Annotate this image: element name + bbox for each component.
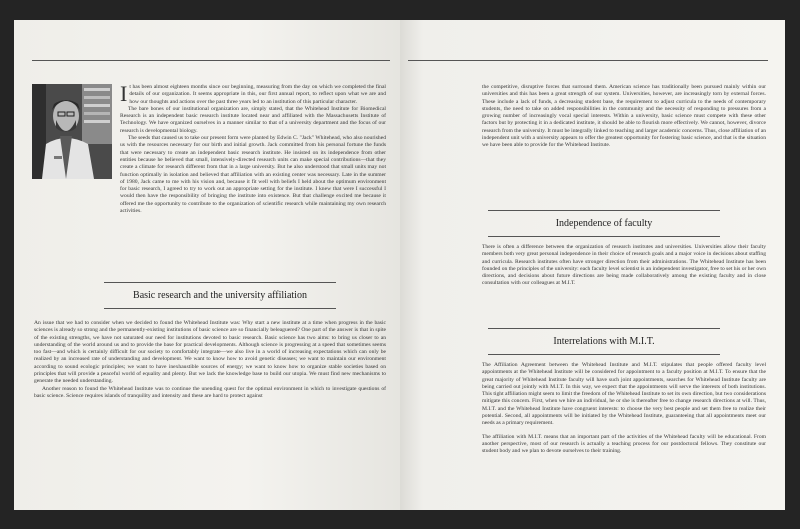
independence-rule-top (488, 210, 720, 211)
interrelations-rule-top (488, 328, 720, 329)
independence-rule-bottom (488, 236, 720, 237)
top-rule-right (408, 60, 768, 61)
photo-wrap-spacer (34, 84, 120, 216)
right-page (400, 20, 785, 510)
independence-paragraph: There is often a difference between the organization of research institutes and universities. Universities allow their faculty members both very great personal independence in their choice of research goals and a major voice in decisions about staffing and curricula. Research institutes often have stronger direction from their administrations. The Whitehead Institute has been founded on the principles of the university: each faculty level scientist is an independent investigator, free to set his or her own directions, and decisions about future directions are being made collaboratively among the existing faculty and in close consultation with our colleagues at M.I.T. (482, 244, 766, 287)
section-heading-independence: Independence of faculty (555, 218, 653, 229)
intro-paragraph-1: t has been almost eighteen months since our beginning, measuring from the day on which we completed the final details of our organization. It seems appropriate in this, our first annual report, to reflect upon what we are and how our thoughts and actions over the past three years led to an institution of this particular character. (129, 84, 386, 105)
section-rule-bottom (104, 308, 336, 309)
affiliation-agreement-paragraph: The Affiliation Agreement between the Whitehead Institute and M.I.T. stipulates that people offered faculty level appointments at the Whitehead Institute will be considered for appointment to a faculty position at M.I.T. To ensure that the great majority of Whitehead Institute faculty will have such joint appointments, searches for Whitehead Institute faculty are being carried out jointly with M.I.T. In this way, we expect that the appointments will serve the interests of both institutions. This tight affiliation might seem to limit the freedom of the Whitehead Institute to set its own direction, but two considerations mitigate this concern. First, when we hire an individual, he or she is thereafter free to change research directions at will. Thus, M.I.T. and the Whitehead Institute have congruent interests: to choose the very best people and set them free to realize their potential. Second, all appointments will be initiated by the Whitehead Institute, guaranteeing that all appointments meet our needs as a primary requirement. (482, 362, 766, 427)
intro-paragraph-3: The seeds that caused us to take our present form were planted by Edwin C. "Jack" Whitehead, who also nourished us with the resources necessary for our birth and initial growth. Jack committed from his personal fortune the funds that were necessary to create an independent basic research institute. He insisted on its independence from other entities because he believed that small, intensively-directed research units can make special contributions—that they create a climate for research different from that in a large university. But he also understood that small units may not function optimally in isolation and believed that affiliation with an existing center was necessary. Late in the summer of 1980, Jack came to me with his vision and, because it fit well with beliefs I held about the optimum environment for basic research, I agreed to try to work out an appropriate setting for the institute. I knew that were I successful I would then have the responsibility of bringing the institute into existence. But that challenge excited me because it offered me the opportunity to contribute to the organization of scientific research while maintaining my own research activities. (120, 135, 386, 215)
section-heading-basic-research: Basic research and the university affiliation (133, 290, 307, 301)
basic-research-text (34, 320, 386, 400)
left-page (14, 20, 400, 510)
basic-research-paragraph-2: Another reason to found the Whitehead Institute was to continue the unending quest for the optimal environment in which to investigate questions of basic science. Science requires islands of tranquility and intensity and these are hard to protect against (34, 385, 386, 399)
basic-research-paragraph-1: An issue that we had to consider when we decided to found the Whitehead Institute was: Why start a new institute at a time when progress in the basic sciences is already so strong and the permanently-existing institutions of basic science are so financially beleaguered? One part of the answer is that in spite of the existing strengths, we have not saturated our need for institutions devoted to basic research. Basic science has two aims: to bring us closer to an understanding of the world around us and to provide the base for practical developments. Although science is progressing at a speed that sometimes seems too fast—and which is certainly difficult for our society to comfortably integrate—we also live in a world of increasing expectations which can only be realized by an increased rate of understanding and development. We want to know how to avoid genetic diseases; we want to maintain our environment according to sound ecologic principles; we want to have inexhaustible sources of energy; we want to know how to organize stable societies based on principles that will provide a peaceful world of equality and plenty. But we lack the knowledge base to build our utopia. We must find new mechanisms to generate the needed understanding. (34, 320, 386, 385)
section-rule-top (104, 282, 336, 283)
drop-cap: I (120, 81, 128, 106)
interrelations-rule-bottom (488, 354, 720, 355)
educational-paragraph: The affiliation with M.I.T. means that an important part of the activities of the Whitehead faculty will be educational. From another perspective, most of our research is actually a teaching process for our postdoctoral fellows. They constitute our student body and we plan to devote ourselves to their training. (482, 433, 766, 455)
section-heading-interrelations: Interrelations with M.I.T. (553, 336, 655, 347)
interrelations-text (482, 362, 766, 456)
intro-text (34, 81, 386, 216)
opening-paragraph: the competitive, disruptive forces that surround them. American science has traditionally been pursued mainly within our universities and this has been a great strength of our system. Universities, however, are increasingly torn by external forces. These include a lack of funds, a decreasing student base, the requirement to adjust curricula to the needs of contemporary students, the need to take on added responsibilities in the community and the necessity of responding to pressures from a growing number of increasingly vocal special interests. Within a university, basic science must compete with these other factors but by protecting it in a dedicated institute, it should be able to flourish more effectively. We cannot, however, divorce research from the university. It must be integrally linked to teaching and larger academic concerns. Thus, close affiliation of an independent unit with a university appears to offer the greatest opportunity for fostering basic science, and that is the situation we have been able to provide for the Whitehead Institute. (482, 84, 766, 149)
top-rule (32, 60, 390, 61)
intro-paragraph-2: The bare bones of our institutional organization are, simply stated, that the Whitehead Institute for Biomedical Research is an independent basic research institute located near and affiliated with the Massachusetts Institute of Technology. We have organized ourselves in a manner similar to that of a university department and the focus of our research is developmental biology. (120, 105, 386, 134)
